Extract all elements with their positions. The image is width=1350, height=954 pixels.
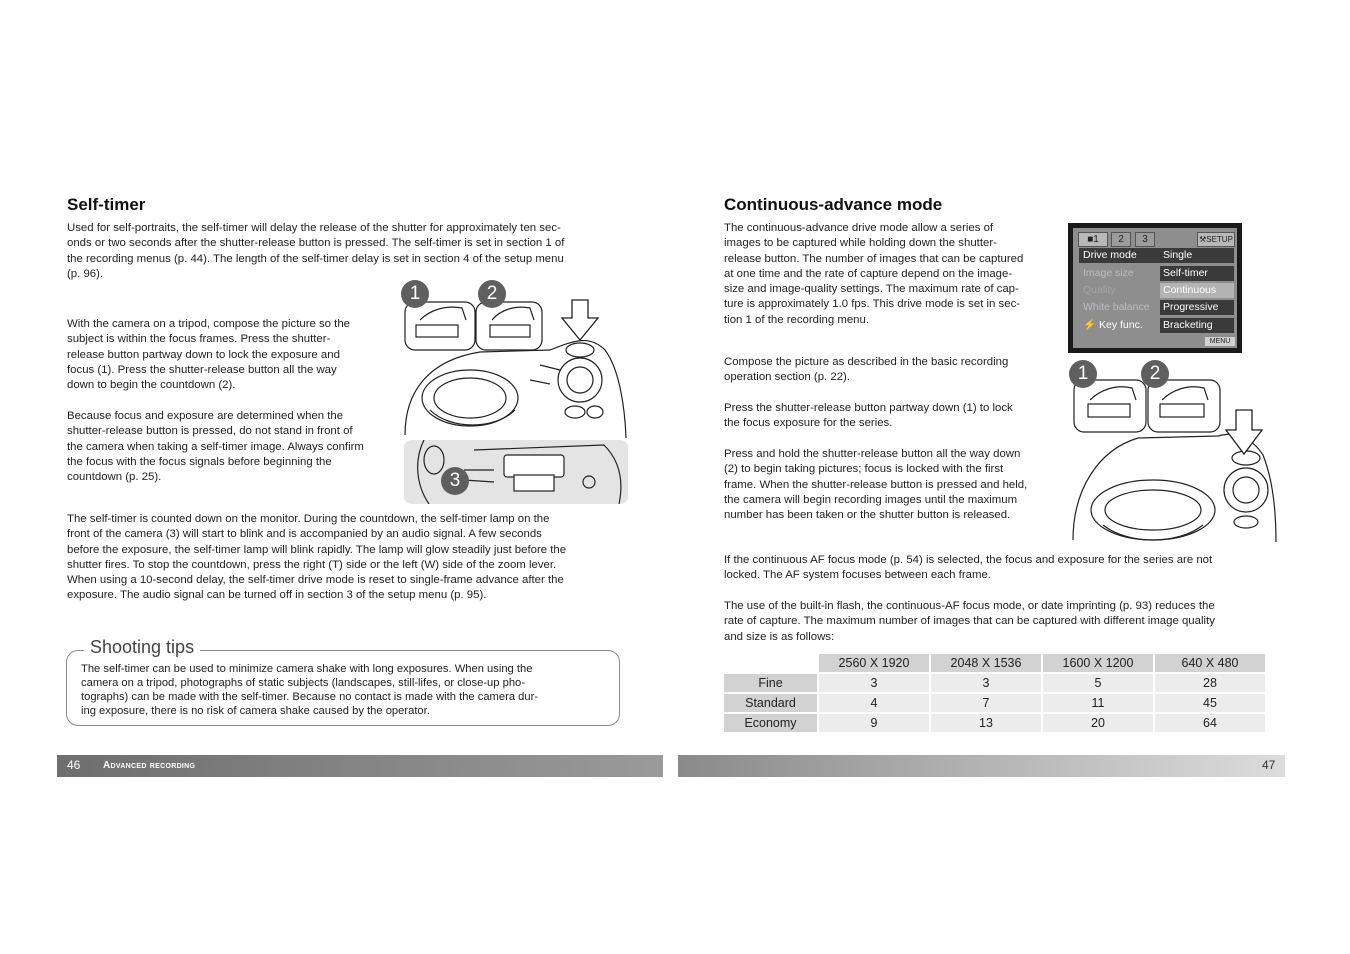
continuous-intro: The continuous-advance drive mode allow a series of images to be captured while holding down the shutter- release button. The number of images that can be captured at one time and the rate of capture depend on the image- size and image-quality settings. The maximum rate of cap- ture is approximately 1.0 fps. This drive mode is set in sec- tion 1 of the recording menu. bbox=[724, 222, 1024, 326]
table-cell: 4 bbox=[819, 694, 929, 712]
self-timer-heading: Self-timer bbox=[67, 195, 146, 214]
image-capacity-table bbox=[722, 652, 1267, 734]
right-page-number: 47 bbox=[1262, 758, 1276, 772]
table-cell: 7 bbox=[931, 694, 1041, 712]
table-cell: 3 bbox=[931, 674, 1041, 692]
menu-item-drive-mode: Drive mode bbox=[1079, 248, 1163, 263]
section-name: Advanced recording bbox=[103, 760, 196, 771]
table-row bbox=[724, 674, 1265, 692]
camera-continuous-illustration bbox=[1068, 360, 1278, 545]
table-cell: 13 bbox=[931, 714, 1041, 732]
table-cell: 9 bbox=[819, 714, 929, 732]
continuous-advance-heading: Continuous-advance mode bbox=[724, 195, 943, 214]
menu-item-white-balance: White balance bbox=[1083, 301, 1150, 313]
self-timer-countdown-text: The self-timer is counted down on the monitor. During the countdown, the self-timer lamp on the front of the camera (3) will start to blink and is accompanied by an audio signal. A few seconds before the exposure, the self-timer lamp will blink rapidly. The lamp will glow steadily just before the shutter fires. To stop the countdown, press the right (T) side or the left (W) side of the zoom lever. When using a 10-second delay, the self-timer drive mode is reset to single-frame advance after the exposure. The audio signal can be turned off in section 3 of the setup menu (p. 95). bbox=[67, 513, 567, 602]
table-cell: 20 bbox=[1043, 714, 1153, 732]
table-row bbox=[724, 714, 1265, 732]
table-row-label: Fine bbox=[724, 674, 817, 692]
table-cell: 28 bbox=[1155, 674, 1265, 692]
self-timer-focus-text: Because focus and exposure are determined when the shutter-release button is pressed, do not stand in front of the camera when taking a self-timer image. Always confirm the focus with the focus signals before beginning the countdown (p. 25). bbox=[67, 410, 364, 484]
table-corner bbox=[724, 654, 817, 672]
shooting-tips-title: Shooting tips bbox=[84, 637, 200, 658]
table-cell: 3 bbox=[819, 674, 929, 692]
continuous-step-1-badge: 1 bbox=[1069, 360, 1097, 388]
left-page-number: 46 bbox=[67, 758, 81, 772]
menu-tab-2: 2 bbox=[1111, 232, 1131, 247]
table-column-header: 2048 X 1536 bbox=[931, 654, 1041, 672]
menu-tab-3: 3 bbox=[1135, 232, 1155, 247]
menu-tab-1: ■1 bbox=[1078, 232, 1108, 247]
step-2-badge: 2 bbox=[478, 280, 506, 308]
continuous-hold-text: Press and hold the shutter-release button all the way down (2) to begin taking pictures; focus is locked with the first frame. When the shutter-release button is pressed and held, the camera will begin recording images until the maximum number has been taken or the shutter button is released. bbox=[724, 448, 1028, 522]
table-cell: 5 bbox=[1043, 674, 1153, 692]
continuous-af-text: If the continuous AF focus mode (p. 54) is selected, the focus and exposure for the series are not locked. The AF system focuses between each frame. bbox=[724, 554, 1213, 582]
table-row bbox=[724, 694, 1265, 712]
menu-tab-setup: ⚒SETUP bbox=[1197, 232, 1235, 247]
table-header-row bbox=[724, 654, 1265, 672]
menu-item-quality: Quality bbox=[1083, 284, 1116, 296]
continuous-step-2-badge: 2 bbox=[1141, 360, 1169, 388]
wrench-icon: ⚒ bbox=[1199, 235, 1207, 244]
table-row-label: Economy bbox=[724, 714, 817, 732]
menu-option-bracketing: Bracketing bbox=[1160, 318, 1234, 333]
continuous-press-text: Press the shutter-release button partway down (1) to lock the focus exposure for the series. bbox=[724, 402, 1013, 430]
self-timer-compose-text: With the camera on a tripod, compose the picture so the subject is within the focus frames. Press the shutter- release button partway down to lock the exposure and focus (1). Press the shutter-release button all the way down to begin the countdown (2). bbox=[67, 318, 351, 392]
menu-option-single: Single bbox=[1160, 248, 1234, 263]
table-cell: 64 bbox=[1155, 714, 1265, 732]
table-row-label: Standard bbox=[724, 694, 817, 712]
menu-button-label: MENU bbox=[1205, 337, 1235, 346]
continuous-flash-text: The use of the built-in flash, the continuous-AF focus mode, or date imprinting (p. 93) reduces the rate of capture. The maximum number of images that can be captured with different image quality and size is as follows: bbox=[724, 600, 1215, 643]
self-timer-intro: Used for self-portraits, the self-timer will delay the release of the shutter for approximately ten sec- onds or two seconds after the shutter-release button is pressed. The self-timer is set in section 1 of the recording menus (p. 44). The length of the self-timer delay is set in section 4 of the setup menu (p. 96). bbox=[67, 222, 565, 280]
table-cell: 11 bbox=[1043, 694, 1153, 712]
camera-front-illustration bbox=[404, 440, 628, 504]
flash-icon: ⚡ bbox=[1083, 319, 1097, 331]
continuous-compose-text: Compose the picture as described in the basic recording operation section (p. 22). bbox=[724, 356, 1009, 384]
step-1-badge: 1 bbox=[401, 280, 429, 308]
camera-top-illustration bbox=[400, 280, 628, 440]
menu-option-self-timer: Self-timer bbox=[1160, 266, 1234, 281]
table-column-header: 640 X 480 bbox=[1155, 654, 1265, 672]
table-cell: 45 bbox=[1155, 694, 1265, 712]
menu-item-key-func: ⚡ Key func. bbox=[1083, 319, 1143, 331]
shooting-tips-text: The self-timer can be used to minimize camera shake with long exposures. When using the camera on a tripod, photographs of static subjects (landscapes, still-lifes, or close-up pho- tographs) can be made with the self-timer. Because no contact is made with the camera dur- ing exposure, there is no risk of camera shake caused by the operator. bbox=[81, 663, 539, 717]
menu-item-image-size: Image size bbox=[1083, 267, 1134, 279]
right-footer-bar bbox=[678, 755, 1285, 777]
menu-option-continuous: Continuous bbox=[1160, 283, 1234, 298]
menu-option-progressive: Progressive bbox=[1160, 300, 1234, 315]
table-column-header: 2560 X 1920 bbox=[819, 654, 929, 672]
table-column-header: 1600 X 1200 bbox=[1043, 654, 1153, 672]
step-3-badge: 3 bbox=[441, 467, 469, 495]
camera-icon: ■ bbox=[1087, 234, 1094, 245]
recording-menu-screen bbox=[1068, 223, 1242, 353]
